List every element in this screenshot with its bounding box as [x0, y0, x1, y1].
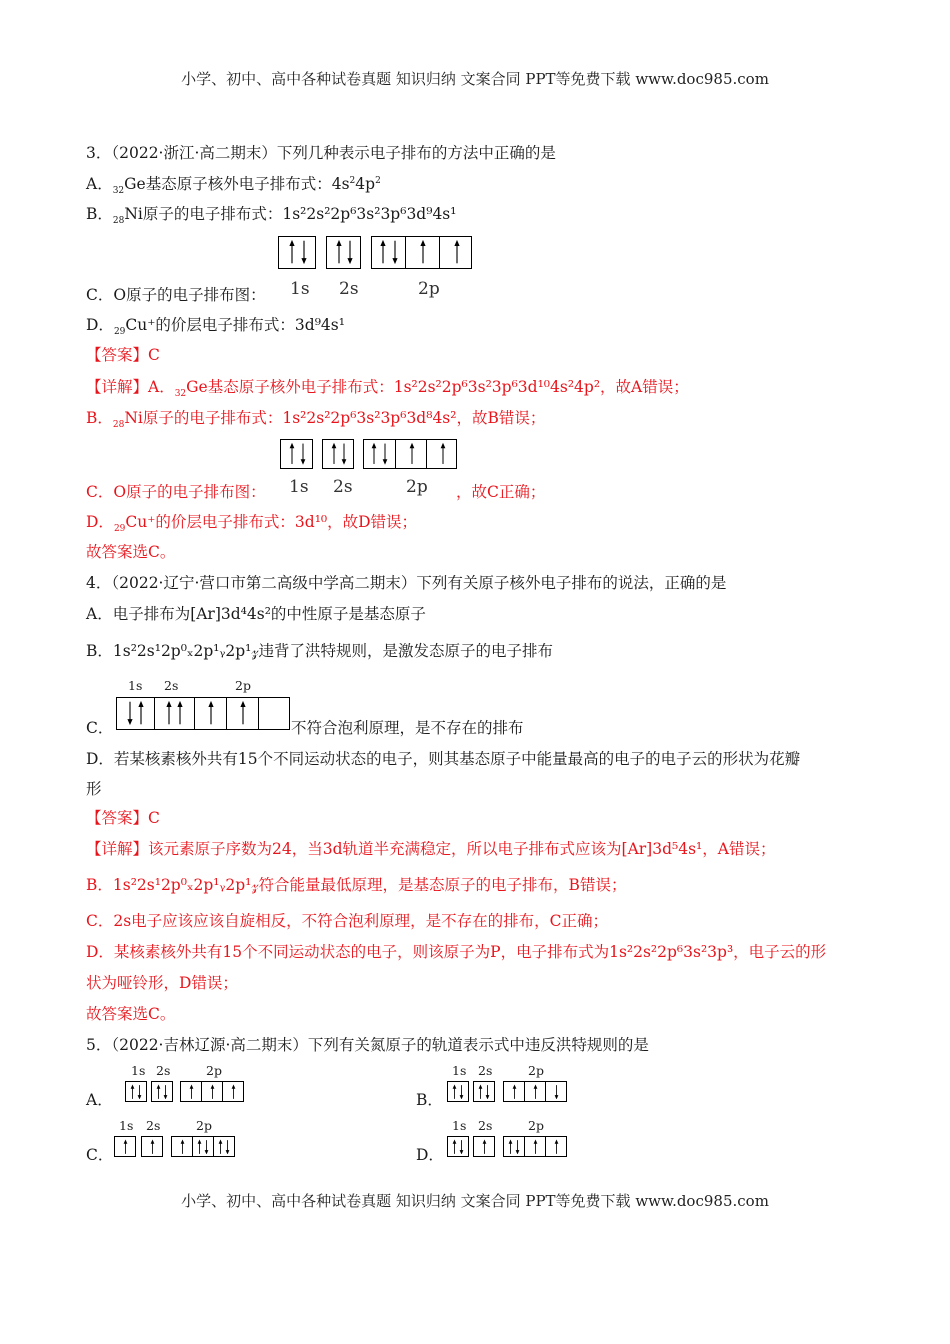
q3e-orbital-2s	[322, 439, 354, 469]
q4-option-c-text: 不符合泡利原理，是不存在的排布	[291, 719, 524, 737]
q3c-label-2s: 2s	[339, 279, 359, 299]
q5a-orbital-1s	[125, 1081, 147, 1102]
q4-option-d-line1: D．若某核素核外共有15个不同运动状态的电子，则其基态原子中能量最高的电子的电子云的形状为花瓣	[86, 750, 801, 768]
q5a-label-2p: 2p	[206, 1063, 222, 1078]
q4-explanation-b: B．1s²2s¹2p⁰ₓ2p¹ᵧ2p¹𝓏符合能量最低原理，是基态原子的电子排布，B错误；	[86, 876, 627, 894]
q3-option-a: A．$_{32}$Ge基态原子核外电子排布式：$4s^24p^2$	[86, 175, 381, 197]
q4c-label-2s: 2s	[164, 678, 179, 693]
q5d-orbital-2s	[473, 1136, 495, 1157]
q4-explanation-c: C．2s电子应该应该自旋相反，不符合泡利原理，是不存在的排布，C正确；	[86, 912, 609, 930]
q3e-label-1s: 1s	[289, 477, 309, 497]
page-footer: 小学、初中、高中各种试卷真题 知识归纳 文案合同 PPT等免费下载 www.doc985.com	[181, 1192, 769, 1210]
q5c-orbital-2s	[141, 1136, 163, 1157]
q4-option-b: B．1s²2s¹2p⁰ₓ2p¹ᵧ2p¹𝓏违背了洪特规则，是激发态原子的电子排布	[86, 642, 554, 660]
q3-option-b: B．$_{28}$Ni原子的电子排布式：1s²2s²2p⁶3s²3p⁶3d⁹4s¹	[86, 205, 457, 227]
q5d-label-2s: 2s	[478, 1118, 493, 1133]
q3-conclusion: 故答案选C。	[86, 543, 176, 561]
q5a-label-1s: 1s	[131, 1063, 146, 1078]
q5b-orbital-1s	[447, 1081, 469, 1102]
q3-answer: 【答案】C	[86, 346, 160, 364]
q5-option-a-label: A．	[86, 1091, 113, 1109]
q4c-label-1s: 1s	[128, 678, 143, 693]
q3c-label-1s: 1s	[290, 279, 310, 299]
page-header: 小学、初中、高中各种试卷真题 知识归纳 文案合同 PPT等免费下载 www.doc985.com	[181, 70, 769, 88]
q5-stem: 5．（2022·吉林辽源·高二期末）下列有关氮原子的轨道表示式中违反洪特规则的是	[86, 1036, 649, 1054]
q3c-orbital-2p	[371, 236, 472, 269]
q3c-orbital-1s	[278, 236, 316, 269]
q4-option-d-line2: 形	[86, 780, 102, 798]
q5c-orbital-2p	[171, 1136, 235, 1157]
q5c-label-2s: 2s	[146, 1118, 161, 1133]
q3-explanation-b: B．$_{28}$Ni原子的电子排布式：1s²2s²2p⁶3s²3p⁶3d⁸4s²，故B错误；	[86, 409, 546, 431]
q4c-label-2p: 2p	[235, 678, 251, 693]
q5a-label-2s: 2s	[156, 1063, 171, 1078]
q3e-orbital-1s	[280, 439, 313, 469]
q4-option-a: A．电子排布为[Ar]3d⁴4s²的中性原子是基态原子	[86, 605, 426, 623]
q4c-orbital-diagram	[116, 697, 290, 730]
q5b-orbital-2p	[503, 1081, 567, 1102]
q5-option-b-label: B．	[416, 1091, 443, 1109]
q5-option-d-label: D．	[416, 1146, 444, 1164]
q3-explanation-c-tail: ，故C正确；	[456, 483, 546, 501]
q5b-orbital-2s	[473, 1081, 495, 1102]
q4-explanation-d-line1: D．某核素核外共有15个不同运动状态的电子，则该原子为P，电子排布式为1s²2s²2p⁶3s²3p³，电子云的形	[86, 943, 827, 961]
q5-option-c-label: C．	[86, 1146, 114, 1164]
q5b-label-2p: 2p	[528, 1063, 544, 1078]
q3c-label-2p: 2p	[418, 279, 440, 299]
q4-explanation-a: 【详解】该元素原子序数为24，当3d轨道半充满稳定，所以电子排布式应该为[Ar]3d⁵4s¹，A错误；	[86, 840, 776, 858]
q5d-orbital-1s	[447, 1136, 469, 1157]
q3c-orbital-2s	[326, 236, 361, 269]
q3e-label-2p: 2p	[406, 477, 428, 497]
q4-stem: 4．（2022·辽宁·营口市第二高级中学高二期末）下列有关原子核外电子排布的说法，正确的是	[86, 574, 727, 592]
q5c-orbital-1s	[114, 1136, 136, 1157]
q5a-orbital-2s	[151, 1081, 173, 1102]
q3-explanation-d: D．$_{29}$Cu⁺的价层电子排布式：3d¹⁰，故D错误；	[86, 513, 418, 535]
q4-explanation-d-line2: 状为哑铃形，D错误；	[86, 974, 238, 992]
q3e-orbital-2p	[363, 439, 457, 469]
q3-explanation-c: C．O原子的电子排布图：	[86, 483, 266, 501]
q4-option-c: C．	[86, 719, 114, 737]
q5c-label-2p: 2p	[196, 1118, 212, 1133]
q5b-label-1s: 1s	[452, 1063, 467, 1078]
q5d-orbital-2p	[503, 1136, 567, 1157]
q5a-orbital-2p	[180, 1081, 244, 1102]
q5d-label-1s: 1s	[452, 1118, 467, 1133]
q3-option-d: D．$_{29}$Cu⁺的价层电子排布式：3d⁹4s¹	[86, 316, 345, 338]
q5c-label-1s: 1s	[119, 1118, 134, 1133]
q4-answer: 【答案】C	[86, 809, 160, 827]
q3-stem: 3．（2022·浙江·高二期末）下列几种表示电子排布的方法中正确的是	[86, 144, 556, 162]
q4-conclusion: 故答案选C。	[86, 1005, 176, 1023]
q5b-label-2s: 2s	[478, 1063, 493, 1078]
q3-option-c: C．O原子的电子排布图：	[86, 286, 266, 304]
q5d-label-2p: 2p	[528, 1118, 544, 1133]
q3-explanation-a: 【详解】A．$_{32}$Ge基态原子核外电子排布式：1s²2s²2p⁶3s²3p⁶3d¹⁰4s²4p²，故A错误；	[86, 378, 689, 400]
q3e-label-2s: 2s	[333, 477, 353, 497]
